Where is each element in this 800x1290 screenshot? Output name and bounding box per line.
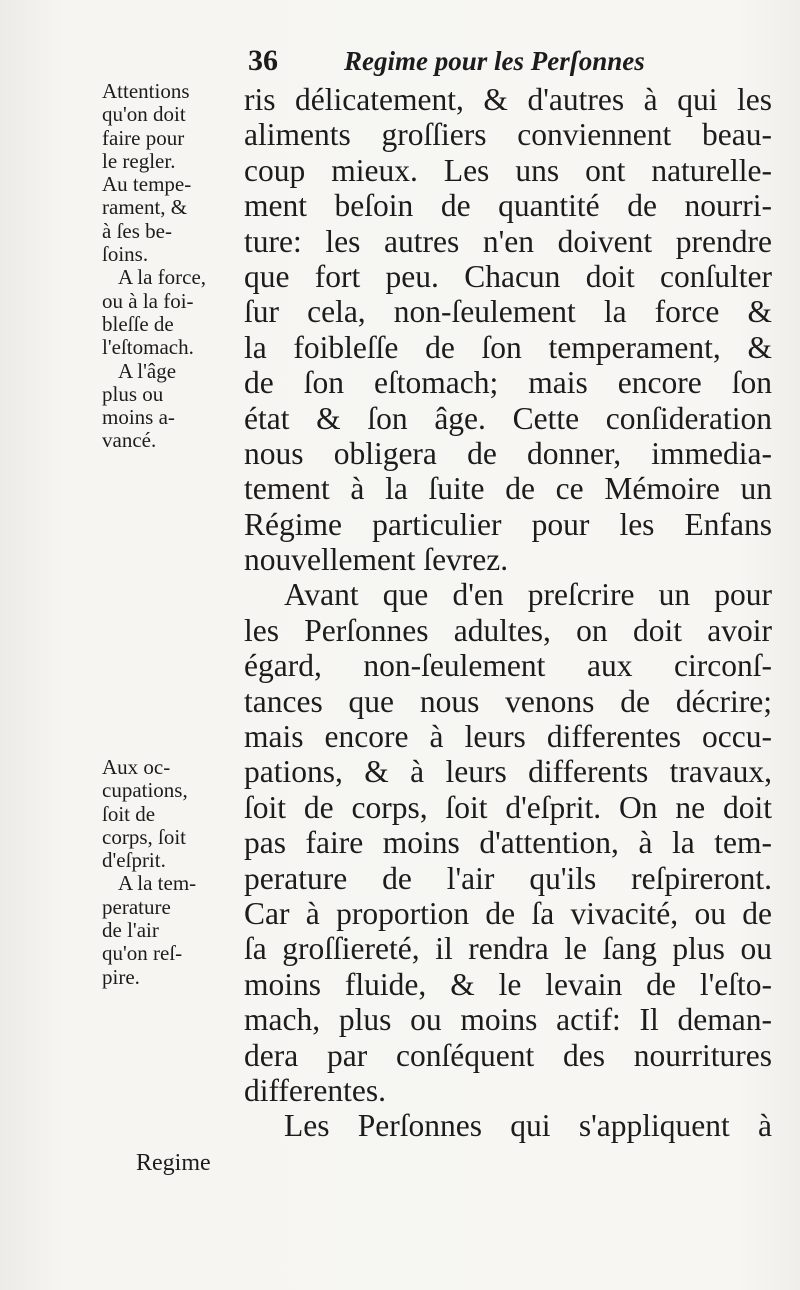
- margin-note-line: perature: [102, 894, 171, 919]
- body-line: coup mieux. Les uns ont naturelle-: [244, 152, 772, 188]
- running-head: [248, 44, 748, 80]
- margin-note-line: vancé.: [102, 428, 157, 453]
- body-line: que fort peu. Chacun doit conſulter: [244, 258, 772, 294]
- margin-note-line: à ſes be-: [102, 218, 172, 243]
- body-line: differentes.: [244, 1072, 386, 1108]
- body-line: ment beſoin de quantité de nourri-: [244, 188, 772, 224]
- body-line: pas faire moins d'attention, à la tem-: [244, 825, 772, 861]
- margin-note-line: ou à la foi-: [102, 288, 194, 313]
- body-line: Les Perſonnes qui s'appliquent à: [284, 1108, 772, 1144]
- margin-note-line: de l'air: [102, 918, 159, 943]
- body-line: tement à la ſuite de ce Mémoire un: [244, 471, 772, 507]
- body-line: de ſon eſtomach; mais encore ſon: [244, 365, 772, 401]
- body-line: ris délicatement, & d'autres à qui les: [244, 82, 772, 117]
- body-line: pations, & à leurs differents travaux,: [244, 754, 772, 790]
- margin-note-line: qu'on doit: [102, 102, 186, 127]
- body-line: mais encore à leurs differentes occu-: [244, 719, 772, 755]
- body-line: ſa groſſiereté, il rendra le ſang plus ou: [244, 931, 772, 967]
- margin-note-line: pire.: [102, 964, 140, 989]
- margin-note-line: rament, &: [102, 195, 188, 220]
- body-line: Avant que d'en preſcrire un pour: [284, 577, 772, 613]
- body-line: aliments groſſiers conviennent beau-: [244, 117, 772, 153]
- body-line: la foibleſſe de ſon temperament, &: [244, 329, 772, 365]
- margin-note-line: Au tempe-: [102, 172, 192, 197]
- margin-note-group-2: [102, 756, 240, 989]
- margin-note-line: moins a-: [102, 405, 175, 430]
- margin-note-line: bleſſe de: [102, 311, 174, 336]
- body-line: dera par conſéquent des nourritures: [244, 1037, 772, 1073]
- margin-note-line: faire pour: [102, 125, 185, 150]
- body-line: ſur cela, non-ſeulement la force &: [244, 294, 772, 330]
- body-line: état & ſon âge. Cette conſideration: [244, 400, 772, 436]
- catchword: Regime: [136, 1150, 211, 1176]
- margin-note-line: A la force,: [118, 265, 207, 290]
- body-line: Car à proportion de ſa vivacité, ou de: [244, 895, 772, 931]
- body-line: nouvellement ſevrez.: [244, 542, 509, 578]
- body-line: moins fluide, & le levain de l'eſto-: [244, 966, 772, 1002]
- body-line: nous obligera de donner, immedia-: [244, 435, 772, 471]
- page-number: 36: [248, 44, 278, 77]
- body-line: mach, plus ou moins actif: Il deman-: [244, 1002, 772, 1038]
- body-line: perature de l'air qu'ils reſpireront.: [244, 860, 772, 896]
- margin-note-line: A la tem-: [118, 871, 197, 896]
- margin-note-line: ſoins.: [102, 242, 149, 267]
- margin-note-line: ſoit de: [102, 801, 156, 826]
- body-line: égard, non-ſeulement aux circonſ-: [244, 648, 772, 684]
- body-line: tances que nous venons de décrire;: [244, 683, 772, 719]
- margin-note-line: Attentions: [102, 79, 190, 103]
- margin-note-line: cupations,: [102, 778, 188, 803]
- margin-note-group-1: [102, 80, 240, 453]
- margin-note-line: le regler.: [102, 148, 176, 173]
- margin-note-line: plus ou: [102, 381, 164, 406]
- running-title: Regime pour les Perſonnes: [344, 46, 645, 76]
- body-line: ture: les autres n'en doivent prendre: [244, 223, 772, 259]
- margin-note-line: l'eſtomach.: [102, 335, 194, 360]
- margin-note-line: Aux oc-: [102, 755, 171, 779]
- margin-note-line: A l'âge: [118, 358, 177, 383]
- margin-note-line: qu'on reſ-: [102, 941, 183, 966]
- margin-note-line: corps, ſoit: [102, 824, 186, 849]
- body-line: ſoit de corps, ſoit d'eſprit. On ne doit: [244, 789, 772, 825]
- body-line: les Perſonnes adultes, on doit avoir: [244, 612, 772, 648]
- margin-note-line: d'eſprit.: [102, 848, 166, 873]
- body-text: [244, 82, 772, 1144]
- body-line: Régime particulier pour les Enfans: [244, 506, 772, 542]
